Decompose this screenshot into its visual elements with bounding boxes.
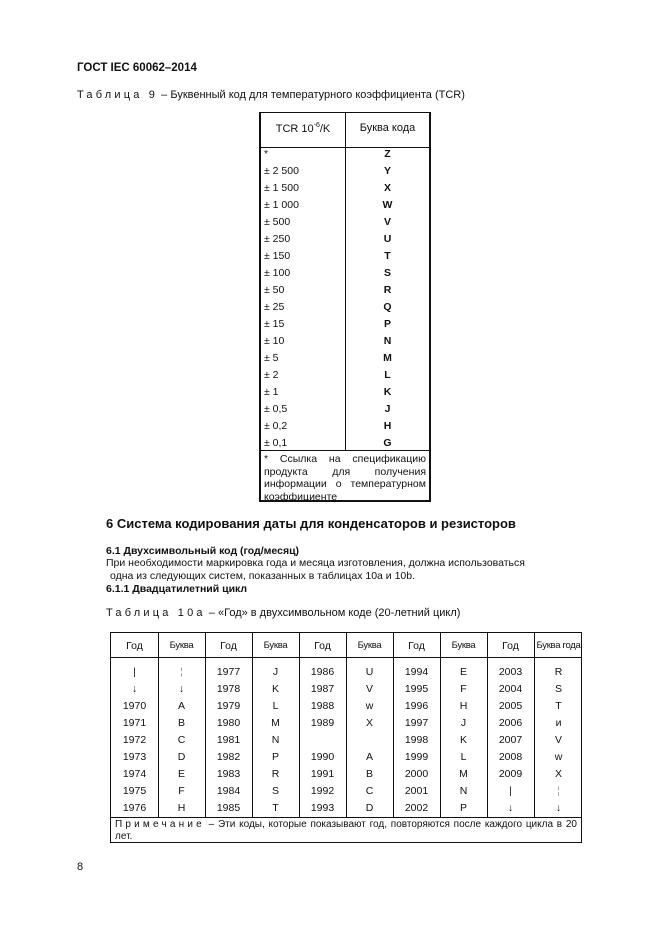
table9-footnote-line: продукта для получения xyxy=(264,465,426,478)
table10a-column xyxy=(205,633,252,817)
table10a-cell: 1991 xyxy=(310,768,335,780)
code-letter: R xyxy=(383,284,392,296)
code-letter: Q xyxy=(383,301,392,313)
tcr-value: ± 15 xyxy=(264,318,285,330)
section61-text-line1: При необходимости маркировка года и месяца изготовления, должна использоваться xyxy=(106,557,525,569)
table10a-column xyxy=(393,633,440,817)
code-letter: V xyxy=(383,216,391,228)
table9-row xyxy=(261,164,429,181)
tcr-value: ± 2 500 xyxy=(264,165,299,177)
table10a-cell: 2007 xyxy=(498,734,523,746)
table10a-cell: 1980 xyxy=(216,717,241,729)
table9-row xyxy=(261,147,429,164)
table10a-column-header: Год xyxy=(502,640,519,652)
table10a-column-divider xyxy=(440,633,441,817)
table9-row xyxy=(261,402,429,419)
table10a-column-cells xyxy=(487,664,534,817)
table10a-cell: 1977 xyxy=(216,666,241,678)
table10a-cell: 1972 xyxy=(122,734,147,746)
table9-row xyxy=(261,198,429,215)
tcr-value: ± 500 xyxy=(264,216,291,228)
table10a-column xyxy=(158,633,205,817)
code-letter: L xyxy=(384,369,391,381)
table9-row xyxy=(261,385,429,402)
table10a-cell: 1983 xyxy=(216,768,241,780)
table10a-cell: и xyxy=(555,717,562,729)
table10a-note-divider xyxy=(111,817,581,818)
table10a-cell: 1979 xyxy=(216,700,241,712)
table10a-cell: J xyxy=(272,666,279,678)
table10a-cell: 1976 xyxy=(122,802,147,814)
table9-header-code: Буква кода xyxy=(359,122,416,134)
table10a-cell: 1984 xyxy=(216,785,241,797)
table10a-cell: 1982 xyxy=(216,751,241,763)
tcr-header-exponent: -6 xyxy=(313,122,320,129)
table10a-cell: N xyxy=(271,734,280,746)
code-letter: W xyxy=(382,199,393,211)
table9-row xyxy=(261,249,429,266)
table10a-cell: w xyxy=(365,700,374,712)
table10a-column-divider xyxy=(299,633,300,817)
table10a-cell: K xyxy=(271,683,279,695)
table10a-cell: 1973 xyxy=(122,751,147,763)
code-letter: K xyxy=(383,386,392,398)
table10a-cell: 1999 xyxy=(404,751,429,763)
table9-row xyxy=(261,232,429,249)
code-letter: P xyxy=(383,318,391,330)
tcr-value: ± 1 500 xyxy=(264,182,299,194)
table9-row xyxy=(261,317,429,334)
table10a-cell: 2002 xyxy=(404,802,429,814)
table10a-cell: | xyxy=(509,785,512,797)
table10a-column-divider xyxy=(346,633,347,817)
table9-row xyxy=(261,215,429,232)
table9-row xyxy=(261,300,429,317)
table9-caption xyxy=(77,89,465,101)
tcr-value: ± 150 xyxy=(264,250,291,262)
document-header: ГОСТ IEC 60062–2014 xyxy=(77,62,197,74)
table10a-cell: A xyxy=(365,751,373,763)
table10a-cell: P xyxy=(271,751,279,763)
table10a-cell: 1989 xyxy=(310,717,335,729)
table10a-cell: 1997 xyxy=(404,717,429,729)
table10a-cell: N xyxy=(459,785,468,797)
table10a-cell: 1974 xyxy=(122,768,147,780)
table10a-cell: 1995 xyxy=(404,683,429,695)
tcr-value: ± 1 xyxy=(264,386,279,398)
table10a-column-divider xyxy=(487,633,488,817)
table10a-caption xyxy=(106,607,460,619)
table10a-cell: | xyxy=(133,666,136,678)
table10a-cell: ¦ xyxy=(180,666,183,678)
table9-rows xyxy=(261,147,429,453)
table9-footnote-line: информации о температурном xyxy=(264,478,426,490)
table10a-cell: ¦ xyxy=(557,785,560,797)
table10a-caption-label: Таблица 10а xyxy=(106,607,206,619)
table10a-column-header: Год xyxy=(408,640,425,652)
tcr-value: * xyxy=(264,148,269,160)
section61-heading: 6.1 Двухсимвольный код (год/месяц) xyxy=(106,545,300,557)
table10a-cell: V xyxy=(365,683,373,695)
tcr-value: ± 0,5 xyxy=(264,403,288,415)
code-letter: G xyxy=(383,437,392,449)
table10a-cell: 2008 xyxy=(498,751,523,763)
table10a-column xyxy=(346,633,393,817)
table10a-caption-text: – «Год» в двухсимвольном коде (20-летний цикл) xyxy=(205,607,461,619)
table10a-column-header: Год xyxy=(126,640,143,652)
table10a-cell: ↓ xyxy=(507,802,514,814)
table10a-cell xyxy=(346,732,393,749)
table9-row xyxy=(261,436,429,453)
code-letter: S xyxy=(383,267,391,279)
table10a-column xyxy=(534,633,583,817)
table10a-cell: 1975 xyxy=(122,785,147,797)
table10a-column-cells xyxy=(299,664,346,817)
table10a-cell: D xyxy=(365,802,374,814)
table10a-cell xyxy=(299,732,346,749)
table10a-cell: 1987 xyxy=(310,683,335,695)
table10a-cell: 1998 xyxy=(404,734,429,746)
table10a-cell: 2009 xyxy=(498,768,523,780)
table10a-cell: V xyxy=(554,734,562,746)
code-letter: U xyxy=(383,233,392,245)
table9-row xyxy=(261,283,429,300)
tcr-header-unit: /K xyxy=(319,123,331,135)
table9-header-tcr xyxy=(261,122,345,135)
table10a-column-divider xyxy=(393,633,394,817)
table9-caption-label: Таблица 9 xyxy=(77,89,159,101)
table10a-column-header: Буква xyxy=(451,640,476,651)
table10a-cell: w xyxy=(554,751,563,763)
table10a-cell: 1996 xyxy=(404,700,429,712)
table10a-cell: T xyxy=(272,802,279,814)
table10a-cell: 1993 xyxy=(310,802,335,814)
table10a-cell: H xyxy=(177,802,186,814)
table10a-column-cells xyxy=(205,664,252,817)
table10a-column-header: Буква xyxy=(357,640,382,651)
table10a-cell: H xyxy=(459,700,468,712)
table10a-column xyxy=(487,633,534,817)
table10a-cell: C xyxy=(177,734,186,746)
table10a-cell: R xyxy=(554,666,563,678)
table10a-column-header: Буква года xyxy=(536,640,581,651)
table10a-note-label: Примечание xyxy=(115,819,205,830)
table10a-column-cells xyxy=(534,664,583,817)
table10a-cell: 1992 xyxy=(310,785,335,797)
table10a-cell: 2005 xyxy=(498,700,523,712)
tcr-header-base: TCR 10 xyxy=(275,123,314,135)
table10a-cell: X xyxy=(365,717,373,729)
table10a-cell: S xyxy=(271,785,279,797)
table9-caption-text: – Буквенный код для температурного коэффициента (TCR) xyxy=(158,89,465,101)
table10a-cell: K xyxy=(459,734,467,746)
tcr-value: ± 100 xyxy=(264,267,291,279)
table10a-column-header: Буква xyxy=(263,640,288,651)
table10a-cell: E xyxy=(177,768,185,780)
tcr-value: ± 1 000 xyxy=(264,199,299,211)
table10a-cell: 2000 xyxy=(404,768,429,780)
table10a-cell: 1971 xyxy=(122,717,147,729)
table10a-cell: R xyxy=(271,768,280,780)
code-letter: Y xyxy=(383,165,391,177)
table9-footnote xyxy=(264,453,426,503)
tcr-value: ± 25 xyxy=(264,301,285,313)
table10a-cell: S xyxy=(554,683,562,695)
table10a-cell: 1985 xyxy=(216,802,241,814)
table10a-note-line2: лет. xyxy=(115,831,133,842)
table10a-column-cells xyxy=(346,664,393,817)
table9-row xyxy=(261,351,429,368)
table10a-column-header: Буква xyxy=(169,640,194,651)
table10a-cell: 1990 xyxy=(310,751,335,763)
table10a-cell: D xyxy=(177,751,186,763)
table10a-cell: 2003 xyxy=(498,666,523,678)
table10a-cell: T xyxy=(555,700,562,712)
table10a-cell: 2004 xyxy=(498,683,523,695)
table10a-column xyxy=(252,633,299,817)
table10a xyxy=(110,632,582,843)
table10a-cell: U xyxy=(365,666,374,678)
page-number: 8 xyxy=(77,861,84,873)
table10a-column-divider xyxy=(158,633,159,817)
table10a-note-text: – Эти коды, которые показывают год, повторяются после каждого цикла в 20 xyxy=(204,819,577,830)
section61-text-line2: одна из следующих систем, показанных в таблицах 10a и 10b. xyxy=(110,570,416,582)
table10a-column xyxy=(111,633,158,817)
table10a-cell: 1978 xyxy=(216,683,241,695)
table10a-column-cells xyxy=(111,664,158,817)
table10a-column-cells xyxy=(440,664,487,817)
table10a-cell: 1994 xyxy=(404,666,429,678)
table10a-cell: L xyxy=(460,751,467,763)
code-letter: J xyxy=(384,403,391,415)
table10a-cell: M xyxy=(271,717,280,729)
table9-row xyxy=(261,419,429,436)
table9-row xyxy=(261,266,429,283)
code-letter: N xyxy=(383,335,392,347)
table10a-cell: 1981 xyxy=(216,734,241,746)
table10a-column-header: Год xyxy=(314,640,331,652)
code-letter: M xyxy=(383,352,392,364)
table10a-cell: ↓ xyxy=(131,683,138,695)
table10a-cell: F xyxy=(178,785,185,797)
table10a-column-divider xyxy=(252,633,253,817)
table10a-cell: 2006 xyxy=(498,717,523,729)
tcr-value: ± 10 xyxy=(264,335,285,347)
table9-footnote-line: коэффициенте xyxy=(264,490,338,503)
table10a-cell: ↓ xyxy=(178,683,185,695)
table10a-column xyxy=(299,633,346,817)
table10a-cell: 2001 xyxy=(404,785,429,797)
table10a-cell: B xyxy=(177,717,185,729)
table10a-note xyxy=(115,819,577,843)
tcr-value: ± 250 xyxy=(264,233,291,245)
table10a-column xyxy=(440,633,487,817)
table10a-cell: J xyxy=(460,717,467,729)
code-letter: X xyxy=(383,182,391,194)
table9-row xyxy=(261,334,429,351)
table10a-cell: 1986 xyxy=(310,666,335,678)
section611-heading: 6.1.1 Двадцатилетний цикл xyxy=(106,583,248,595)
table10a-cell: L xyxy=(272,700,279,712)
table10a-cell: M xyxy=(459,768,468,780)
table10a-cell: A xyxy=(177,700,185,712)
table9-row xyxy=(261,368,429,385)
table10a-cell: 1988 xyxy=(310,700,335,712)
table10a-cell: P xyxy=(459,802,467,814)
tcr-value: ± 2 xyxy=(264,369,279,381)
table10a-column-cells xyxy=(252,664,299,817)
table10a-cell: C xyxy=(365,785,374,797)
table10a-cell: 1970 xyxy=(122,700,147,712)
table10a-cell: B xyxy=(365,768,373,780)
table9-footnote-line: * Ссылка на спецификацию xyxy=(264,453,426,465)
table10a-note-line1 xyxy=(115,819,577,831)
code-letter: T xyxy=(384,250,391,262)
section6-heading: 6 Система кодирования даты для конденсаторов и резисторов xyxy=(106,516,516,531)
table10a-column-cells xyxy=(158,664,205,817)
table10a-cell: F xyxy=(460,683,467,695)
table10a-cell: E xyxy=(459,666,467,678)
table10a-cell: ↓ xyxy=(555,802,562,814)
table10a-column-cells xyxy=(393,664,440,817)
table9-row xyxy=(261,181,429,198)
tcr-value: ± 0,2 xyxy=(264,420,288,432)
table9 xyxy=(259,112,431,502)
tcr-value: ± 0,1 xyxy=(264,437,288,449)
tcr-value: ± 5 xyxy=(264,352,279,364)
table10a-column-divider xyxy=(534,633,535,817)
table10a-cell: X xyxy=(554,768,562,780)
tcr-value: ± 50 xyxy=(264,284,285,296)
table10a-column-divider xyxy=(205,633,206,817)
code-letter: Z xyxy=(384,148,391,160)
code-letter: H xyxy=(383,420,392,432)
table10a-column-header: Год xyxy=(220,640,237,652)
